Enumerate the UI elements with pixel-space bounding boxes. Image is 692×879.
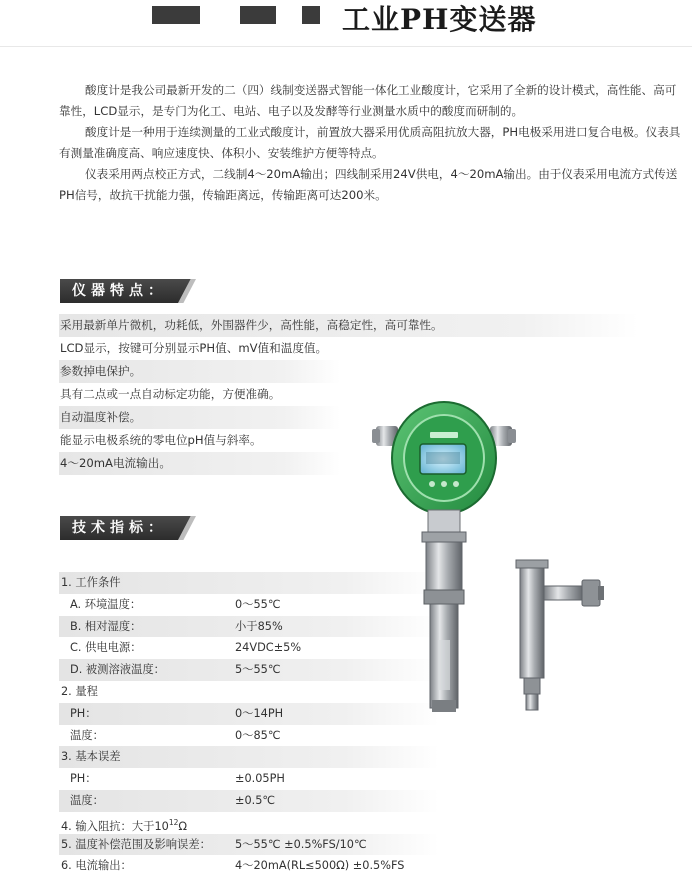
spec-key: 温度： <box>70 728 104 742</box>
spec-key: 6. 电流输出： <box>61 859 132 873</box>
feature-item: LCD显示，按键可分别显示PH值、mV值和温度值。 <box>60 341 328 355</box>
spec-key: D. 被测溶液温度： <box>70 663 165 677</box>
spec-key-superscript: 12 <box>168 817 179 827</box>
intro-paragraph-3: 仪表采用两点校正方式，二线制4～20mA输出；四线制采用24V供电，4～20mA输出。由于仪表采用电流方式传送PH信号，故抗干扰能力强，传输距离远，传输距离可达200米。 <box>59 167 678 202</box>
spec-row <box>59 812 439 834</box>
spec-value: 0～55℃ <box>235 597 281 611</box>
spec-row <box>59 746 439 768</box>
spec-key: C. 供电电源： <box>70 641 142 655</box>
transmitter-head <box>372 402 516 514</box>
feature-item: 采用最新单片微机，功耗低，外围器件少，高性能，高稳定性，高可靠性。 <box>59 314 638 337</box>
spec-value: ±0.05PH <box>235 772 285 786</box>
spec-key-unit: Ω <box>178 819 188 833</box>
features-heading <box>60 279 200 303</box>
spec-row <box>59 834 439 856</box>
spec-key: 2. 量程 <box>61 684 98 698</box>
spec-value: 5～55℃ <box>235 663 281 677</box>
spec-key: 1. 工作条件 <box>61 576 121 589</box>
spec-value: 5～55℃ ±0.5%FS/10℃ <box>235 837 367 851</box>
spec-value: 0～14PH <box>235 706 284 720</box>
page-title: 工业PH变送器 <box>342 3 537 36</box>
feature-item: 自动温度补偿。 <box>59 406 340 429</box>
spec-value: 0～85℃ <box>235 728 281 742</box>
spec-key: B. 相对湿度： <box>70 619 142 633</box>
flow-cell-fitting <box>516 560 604 710</box>
spec-key: 温度： <box>70 793 104 807</box>
feature-item: 具有二点或一点自动标定功能，方便准确。 <box>60 387 281 401</box>
spec-value: 24VDC±5% <box>235 641 302 655</box>
title-mask-bar <box>302 6 320 24</box>
features-heading-label: 仪器特点： <box>72 283 167 299</box>
spec-key: 3. 基本误差 <box>61 750 121 764</box>
spec-row <box>59 768 439 790</box>
feature-item: 能显示电极系统的零电位pH值与斜率。 <box>60 433 262 447</box>
intro-paragraph-1: 酸度计是我公司最新开发的二（四）线制变送器式智能一体化工业酸度计，它采用了全新的设计模式，高性能、高可靠性，LCD显示，是专门为化工、电站、电子以及发酵等行业测量水质中的酸度而研制的。 <box>59 83 677 118</box>
spec-key: A. 环境温度： <box>70 597 142 611</box>
header-band <box>0 0 692 47</box>
feature-item: 4～20mA电流输出。 <box>59 452 340 475</box>
title-mask-bar <box>152 6 200 24</box>
spec-key: 5. 温度补偿范围及影响误差： <box>61 837 211 851</box>
spec-value: 小于85% <box>235 619 283 633</box>
specs-heading <box>60 516 200 540</box>
sensor-stem <box>422 510 466 712</box>
title-mask-bar <box>240 6 276 24</box>
feature-item: 参数掉电保护。 <box>59 360 340 383</box>
intro-paragraph-2: 酸度计是一种用于连续测量的工业式酸度计，前置放大器采用优质高阻抗放大器，PH电极采用进口复合电极。仪表具有测量准确度高、响应速度快、体积小、安装维护方便等特点。 <box>59 125 681 160</box>
ph-transmitter-product-image <box>370 400 630 720</box>
spec-row <box>59 855 439 877</box>
spec-row <box>59 725 439 747</box>
spec-key-text: 4. 输入阻抗：大于10 <box>61 819 169 833</box>
spec-value: ±0.5℃ <box>235 793 276 807</box>
spec-key: PH： <box>70 706 97 720</box>
spec-key: PH： <box>70 772 97 786</box>
spec-value: 4～20mA(RL≤500Ω) ±0.5%FS <box>235 859 405 873</box>
intro-text <box>59 80 684 206</box>
spec-row <box>59 790 439 812</box>
specs-heading-label: 技术指标： <box>72 520 167 536</box>
